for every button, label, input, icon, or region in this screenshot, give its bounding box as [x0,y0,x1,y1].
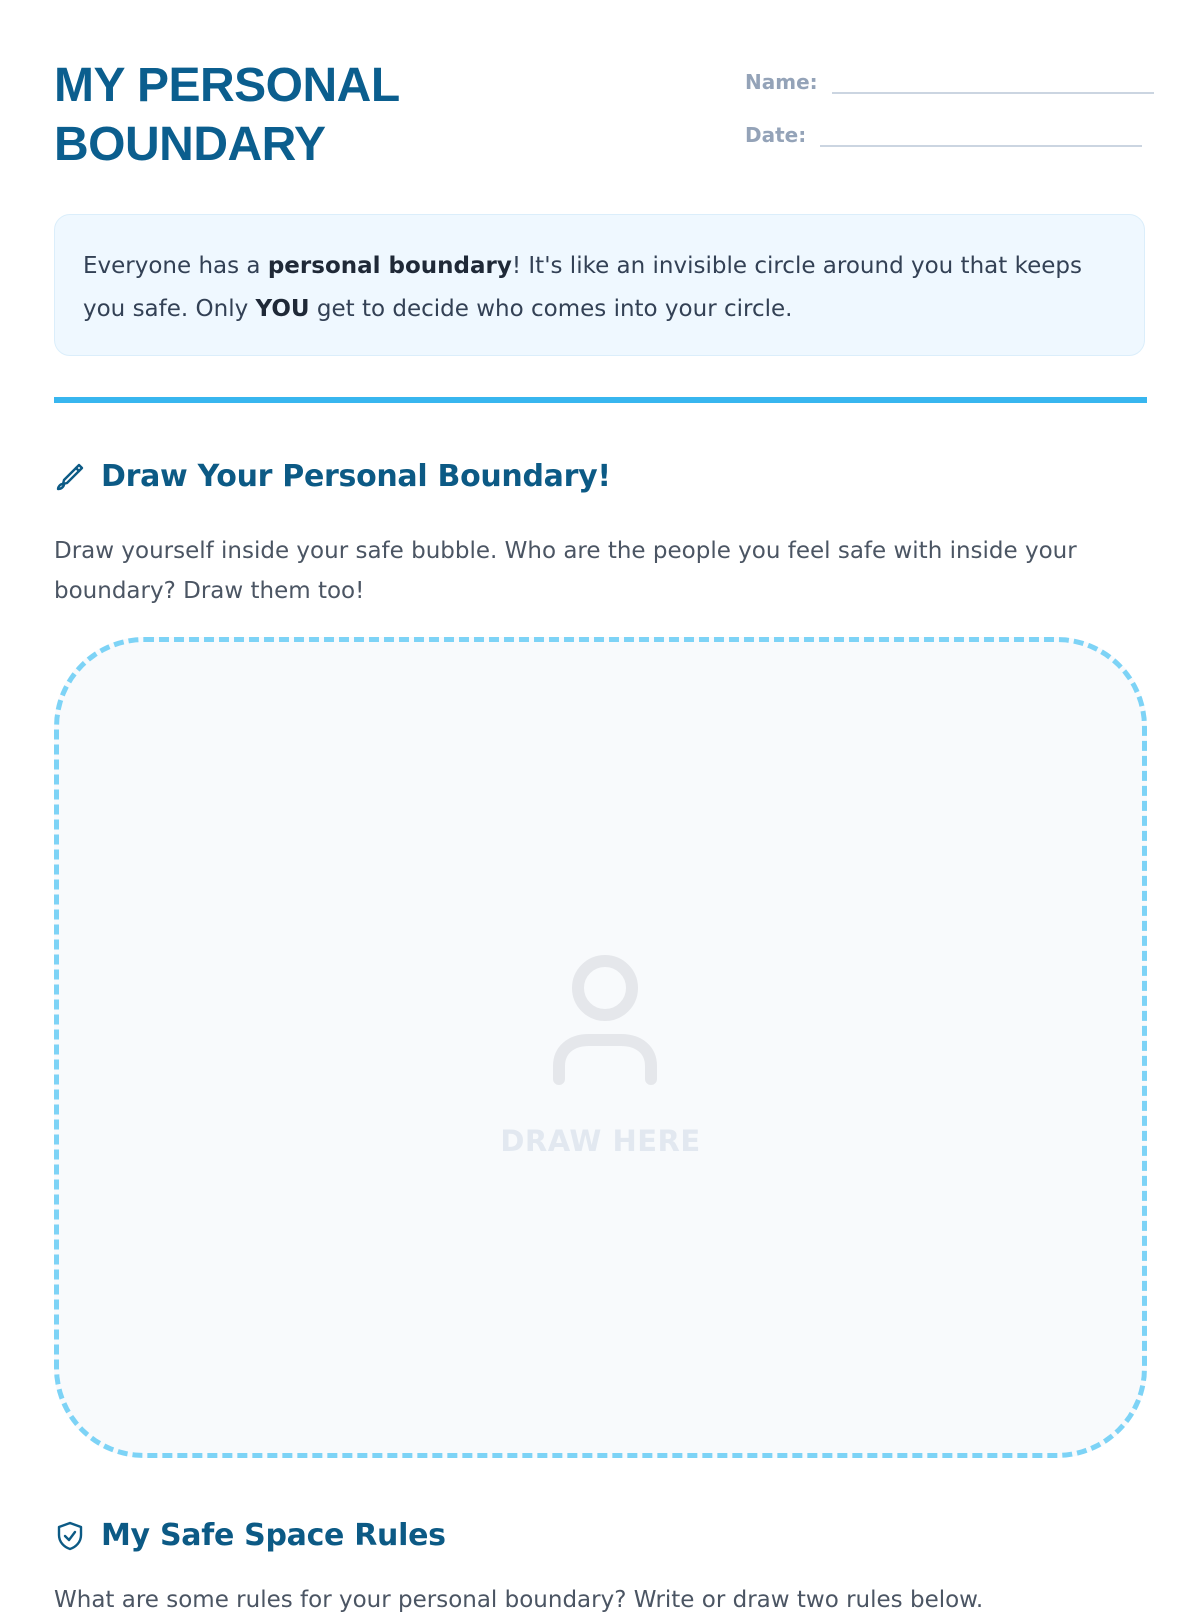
page-title [54,56,400,174]
rules-section-heading: My Safe Space Rules [101,1518,446,1553]
draw-section-heading: Draw Your Personal Boundary! [101,459,611,494]
intro-bold-personal-boundary: personal boundary [267,253,512,279]
intro-text-3: get to decide who comes into your circle. [309,296,793,322]
draw-section-header [54,459,611,494]
person-icon [549,952,661,1086]
date-label: Date: [745,123,807,147]
rules-section-description: What are some rules for your personal boundary? Write or draw two rules below. [54,1587,984,1613]
intro-callout [54,214,1145,356]
title-line-1: MY PERSONAL [54,59,400,112]
name-field[interactable] [832,92,1154,94]
section-divider [54,397,1147,403]
title-line-2: BOUNDARY [54,118,326,171]
draw-here-hint: DRAW HERE [500,1124,701,1158]
rules-section-header [54,1518,446,1553]
intro-text-1: Everyone has a [83,253,268,279]
shield-check-icon [54,1520,86,1552]
date-field[interactable] [820,145,1142,147]
draw-section-description: Draw yourself inside your safe bubble. Who are the people you feel safe with inside your boundary? Draw them too! [54,538,1077,604]
drawing-canvas[interactable] [54,637,1147,1458]
intro-text-2: ! It's like an invisible circle around you that keeps you safe. Only [83,253,1082,322]
name-field-row [745,70,1154,94]
date-field-row [745,123,1142,147]
pencil-icon [54,461,86,493]
name-label: Name: [745,70,818,94]
intro-bold-you: YOU [255,296,310,322]
